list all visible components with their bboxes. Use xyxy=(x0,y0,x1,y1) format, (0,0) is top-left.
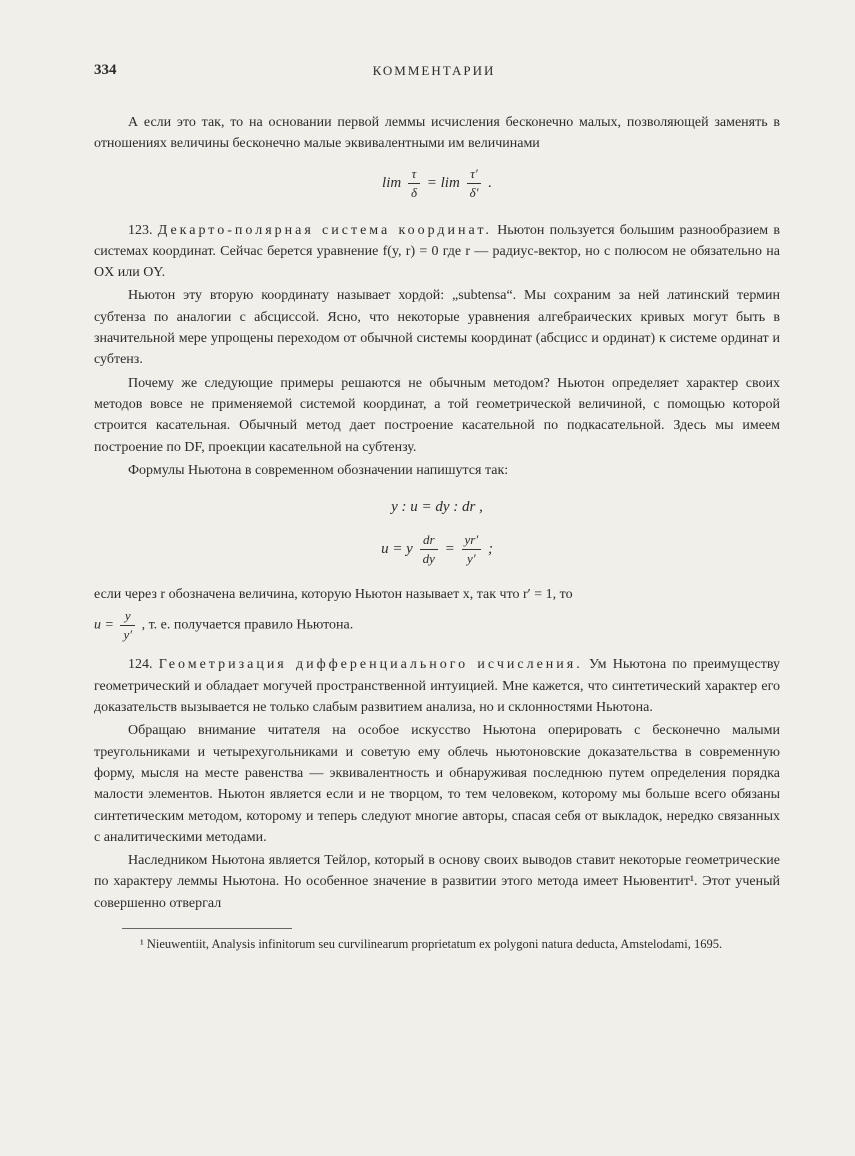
fraction: $\frac{\tau'}{\delta'}$ xyxy=(467,165,482,202)
lim-label: lim xyxy=(440,174,460,191)
fraction: $\frac{dr}{dy}$ xyxy=(420,531,438,568)
formula-ratio: y : u = dy : dr , xyxy=(391,499,483,516)
section-124 xyxy=(94,654,780,718)
fraction: $\frac{\tau}{\delta}$ xyxy=(408,165,420,202)
running-head: КОММЕНТАРИИ xyxy=(372,63,496,78)
section-text: Ум Ньютона по преимуществу геометрический и обладает могучей пространственной интуицией. Мне кажется, что синтетический характер его доказательств вызывается не только слабым развитием анализа, но и склонностями Ньютона. xyxy=(94,657,781,716)
page-header xyxy=(94,62,774,84)
section-title: Геометризация дифференциального исчисления. xyxy=(158,657,583,673)
paragraph-heir: Наследником Ньютона является Тейлор, который в основу своих выводов ставит некоторые геометрические по характеру леммы Ньютона. Но особенное значение в развитии этого метода имеет Ньювентит¹. Этот ученый совершенно отвергал xyxy=(94,853,780,911)
fraction: $\frac{yr'}{y'}$ xyxy=(462,531,482,568)
paragraph-formulas: Формулы Ньютона в современном обозначении напишутся так: xyxy=(128,462,509,478)
page-body xyxy=(94,112,780,956)
paragraph-newton-rule: u = $\frac{y}{y'}$ , т. е. получается правило Ньютона. xyxy=(94,608,354,643)
footnote: ¹ Nieuwentiit, Analysis infinitorum seu curvilinearum proprietatum ex polygoni natura deducta, Amstelodami, 1695. xyxy=(140,937,723,952)
paragraph-examples: Почему же следующие примеры решаются не обычным методом? Ньютон определяет характер своих методов вовсе не применяемой системой координат, а той геометрической величиной, с помощью которой строится касательная. Обычный метод дает построение касательной по подкасательной. Здесь мы имеем построение по DF, проекции касательной на субтензу. xyxy=(94,375,780,455)
section-123 xyxy=(94,220,780,284)
equals-sign: = xyxy=(426,174,437,191)
paragraph-attention: Обращаю внимание читателя на особое искусство Ньютона оперировать с бесконечно малыми треугольниками и четырехугольниками и советую ему облечь ньютоновские доказательства в современную форму, мысля на месте равенства — эквивалентность и обнаруживая последнюю путем определения порядка малости элементов. Ньютон является если и не творцом, то тем человеком, которому мы больше всего обязаны синтетическим методом, которому и теперь следуют многие авторы, спасая себя от выкладок, нередко связанных с аналитическими методами. xyxy=(94,723,780,845)
section-text: Ньютон пользуется большим разнообразием в системах координат. Сейчас берется уравнение f(y, r) = 0 где r — радиус-вектор, но с полюсом не обязательно на OX или OY. xyxy=(94,222,780,281)
formula-limit: lim $\frac{\tau}{\delta}$ = lim $\frac{\tau'}{\delta'}$ . xyxy=(382,165,492,200)
lim-label: lim xyxy=(382,174,402,191)
formula-u: u = y $\frac{dr}{dy}$ = $\frac{yr'}{y'}$ ; xyxy=(381,532,493,567)
page-number: 334 xyxy=(94,62,117,78)
section-number: 123. xyxy=(128,222,153,238)
section-title: Декарто-полярная система координат. xyxy=(157,222,492,238)
paragraph-if: если через r обозначена величина, которую Ньютон называет x, так что r′ = 1, то xyxy=(94,587,573,603)
paragraph-intro: А если это так, то на основании первой леммы исчисления бесконечно малых, позволяющей заменять в отношениях величины бесконечно малые эквивалентными им величинами xyxy=(94,115,780,152)
footnote-rule xyxy=(122,928,292,929)
section-number: 124. xyxy=(128,657,153,673)
paragraph-subtensa: Ньютон эту вторую координату называет хордой: „subtensa“. Мы сохраним за ней латинский термин субтенза по аналогии с абсциссой. Ясно, что некоторые уравнения алгебраических кривых могут быть в значительной мере упрощены переходом от обычной системы координат (абсцисс и ординат) к системе ординат и субтенз. xyxy=(94,288,780,368)
fraction: $\frac{y}{y'}$ xyxy=(120,607,135,644)
